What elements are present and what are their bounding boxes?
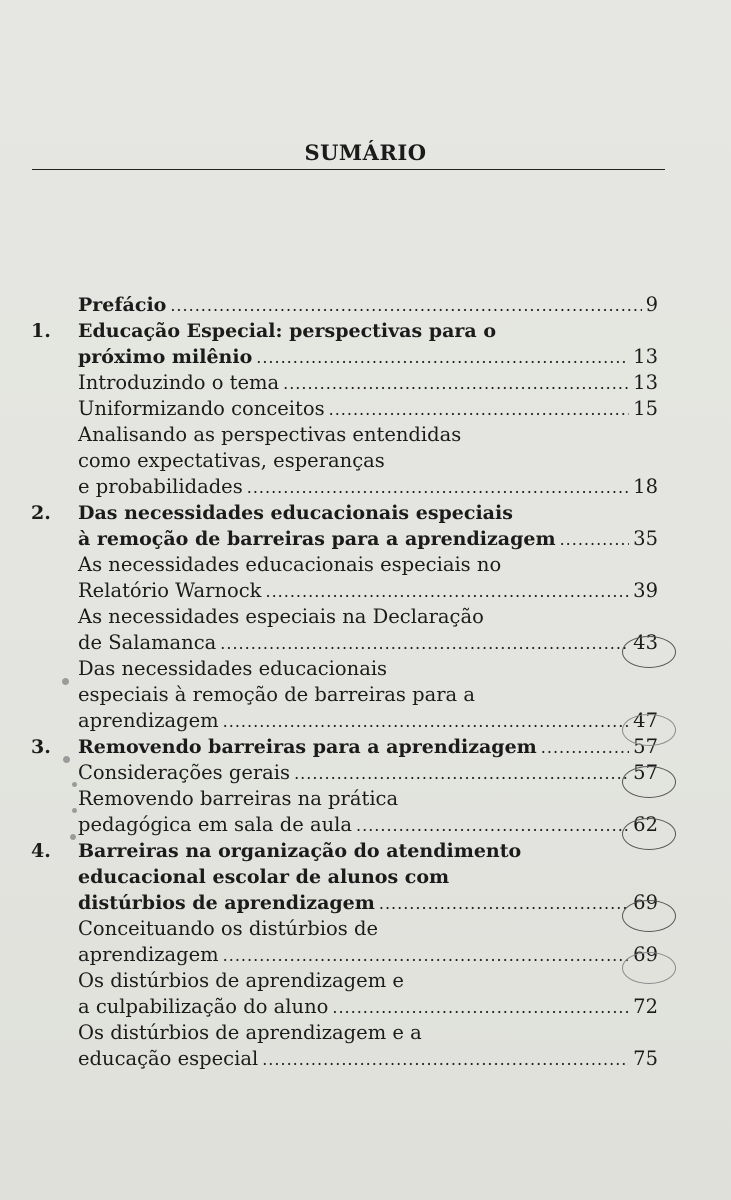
toc-entry <box>78 630 658 656</box>
toc-entry <box>78 448 658 474</box>
toc-entry-text: Uniformizando conceitos <box>78 397 325 420</box>
toc-entry-text: Conceituando os distúrbios de <box>78 917 378 940</box>
pencil-mark <box>72 808 77 813</box>
dot-leader <box>329 397 630 423</box>
dot-leader <box>379 891 629 917</box>
dot-leader <box>283 371 629 397</box>
pencil-mark <box>63 756 70 763</box>
toc-entry-text: Das necessidades educacionais <box>78 657 388 680</box>
pencil-mark <box>72 782 77 787</box>
toc-entry <box>78 604 658 630</box>
page-number: 69 <box>633 943 658 966</box>
title-underline <box>32 169 665 170</box>
toc-entry-text: próximo milênio <box>78 346 253 368</box>
toc-entry-text: Os distúrbios de aprendizagem e a <box>78 1021 422 1044</box>
pencil-circle-43 <box>622 636 676 668</box>
dot-leader <box>262 1047 629 1073</box>
toc-entry-text: Prefácio <box>78 294 167 316</box>
page-number: 13 <box>633 371 658 394</box>
toc-entry <box>78 864 658 890</box>
toc-entry-text: Os distúrbios de aprendizagem e <box>78 969 404 992</box>
toc-entry <box>78 1020 658 1046</box>
dot-leader <box>541 735 629 761</box>
dot-leader <box>256 345 629 371</box>
pencil-circle-69a <box>622 900 676 932</box>
dot-leader <box>223 943 630 969</box>
toc-entry <box>78 318 658 344</box>
toc-entry-text: As necessidades especiais na Declaração <box>78 605 484 628</box>
toc-entry <box>78 786 658 812</box>
toc-entry-text: As necessidades educacionais especiais no <box>78 553 502 576</box>
toc-entry <box>78 812 658 838</box>
toc-entry-text: e probabilidades <box>78 475 243 498</box>
page-number: 72 <box>633 995 658 1018</box>
pencil-mark <box>70 834 76 840</box>
pencil-circle-57 <box>622 766 676 798</box>
dot-leader <box>294 761 629 787</box>
page-number: 18 <box>633 475 658 498</box>
toc-entry <box>78 838 658 864</box>
toc-entry <box>78 526 658 552</box>
dot-leader <box>332 995 629 1021</box>
toc-entry <box>78 890 658 916</box>
toc-entry-text: especiais à remoção de barreiras para a <box>78 683 475 706</box>
toc-entry-text: Removendo barreiras para a aprendizagem <box>78 736 537 758</box>
page-number: 13 <box>633 345 658 368</box>
page-number: 47 <box>633 709 658 732</box>
toc-entry <box>78 422 658 448</box>
toc-entry <box>78 292 658 318</box>
page-number: 15 <box>633 397 658 420</box>
toc-entry <box>78 942 658 968</box>
toc-entry-text: aprendizagem <box>78 709 219 732</box>
dot-leader <box>266 579 630 605</box>
toc-entry-text: Analisando as perspectivas entendidas <box>78 423 462 446</box>
page-title: SUMÁRIO <box>304 140 427 165</box>
toc-entry <box>78 994 658 1020</box>
toc-entry-text: Removendo barreiras na prática <box>78 787 399 810</box>
toc-entry-text: como expectativas, esperanças <box>78 449 385 472</box>
toc-entry-text: a culpabilização do aluno <box>78 995 329 1018</box>
section-number: 1. <box>31 320 51 342</box>
toc-entry <box>78 1046 658 1072</box>
toc-entry <box>78 344 658 370</box>
dot-leader <box>170 293 641 319</box>
toc-entry-text: à remoção de barreiras para a aprendizagem <box>78 528 556 550</box>
toc-entry-text: Educação Especial: perspectivas para o <box>78 320 497 342</box>
toc-entry-text: Considerações gerais <box>78 761 291 784</box>
pencil-circle-69b <box>622 952 676 984</box>
toc-entry-text: aprendizagem <box>78 943 219 966</box>
page-number: 57 <box>633 761 658 784</box>
pencil-circle-62 <box>622 818 676 850</box>
dot-leader <box>247 475 629 501</box>
page-number: 35 <box>633 527 658 550</box>
toc-entry-text: educacional escolar de alunos com <box>78 866 450 888</box>
toc-entry <box>78 578 658 604</box>
toc-entry-text: distúrbios de aprendizagem <box>78 892 375 914</box>
toc-entry <box>78 916 658 942</box>
toc-entry <box>78 552 658 578</box>
toc-entry-text: educação especial <box>78 1047 259 1070</box>
section-number: 4. <box>31 840 51 862</box>
toc-entry-text: Introduzindo o tema <box>78 371 280 394</box>
dot-leader <box>220 631 629 657</box>
toc-entry <box>78 500 658 526</box>
page-number: 57 <box>633 735 658 758</box>
toc-entry <box>78 656 658 682</box>
toc-entry-text: Barreiras na organização do atendimento <box>78 840 522 862</box>
toc-entry <box>78 682 658 708</box>
page-number: 69 <box>633 891 658 914</box>
dot-leader <box>223 709 630 735</box>
pencil-circle-47 <box>622 714 676 746</box>
toc-entry-text: de Salamanca <box>78 631 217 654</box>
page-number: 43 <box>633 631 658 654</box>
section-number: 2. <box>31 502 51 524</box>
section-number: 3. <box>31 736 51 758</box>
toc-entry-text: Relatório Warnock <box>78 579 262 602</box>
toc-entry <box>78 396 658 422</box>
toc-entry <box>78 968 658 994</box>
toc-entry <box>78 734 658 760</box>
page-number: 62 <box>633 813 658 836</box>
toc-entry-text: Das necessidades educacionais especiais <box>78 502 513 524</box>
dot-leader <box>356 813 629 839</box>
page-number: 9 <box>645 293 658 316</box>
toc-entry <box>78 370 658 396</box>
page-number: 75 <box>633 1047 658 1070</box>
toc-entry-text: pedagógica em sala de aula <box>78 813 353 836</box>
dot-leader <box>560 527 630 553</box>
toc-entry <box>78 760 658 786</box>
pencil-mark <box>62 678 69 685</box>
toc-entry <box>78 708 658 734</box>
toc-entry <box>78 474 658 500</box>
page-number: 39 <box>633 579 658 602</box>
